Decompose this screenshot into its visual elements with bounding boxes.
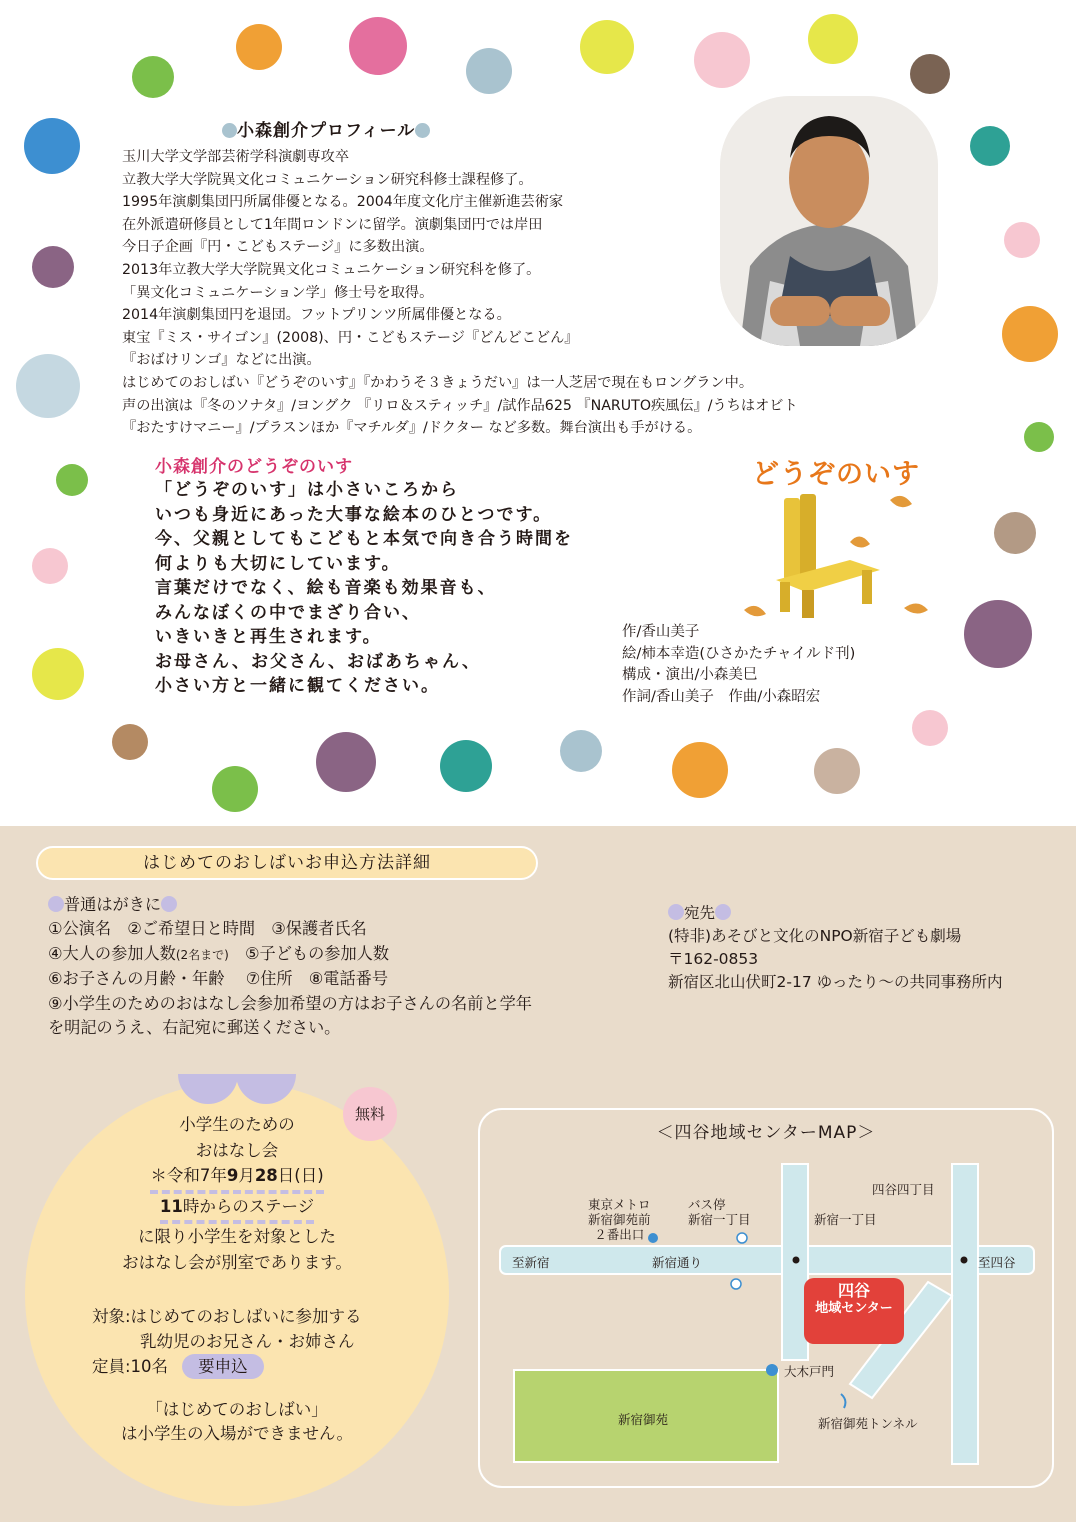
book-title-logo: どうぞのいす (752, 459, 920, 490)
decor-dot (970, 126, 1010, 166)
dozo-line: 言葉だけでなく、絵も音楽も効果音も、 (155, 578, 497, 598)
decor-dot (994, 512, 1036, 554)
dozo-line: 今、父親としてもこどもと本気で向き合う時間を (155, 529, 573, 549)
map-label-to-shinjuku: 至新宿 (512, 1255, 550, 1270)
profile-line: 2013年立教大学大学院異文化コミュニケーション研究科を修了。 (122, 261, 541, 278)
apply-line-part: ④大人の参加人数 (48, 943, 176, 963)
bullet-dot-icon (222, 123, 237, 138)
map-label-metro (588, 1197, 651, 1242)
profile-line: 『おたすけマニー』/プラスンほか『マチルダ』/ドクター など多数。舞台演出も手がける。 (122, 420, 702, 437)
map-label-bus (688, 1197, 751, 1227)
decor-dot (16, 354, 80, 418)
dozo-line: 「どうぞのいす」は小さいころから (155, 480, 459, 500)
apply-subtitle (48, 893, 532, 917)
bus-line: 新宿一丁目 (688, 1212, 751, 1227)
metro-line: 東京メトロ (588, 1197, 651, 1212)
kids-desc: おはなし会が別室であります。 (122, 1252, 352, 1272)
apply-line: ⑥お子さんの月齢・年齢 ⑦住所 ⑧電話番号 (48, 969, 389, 989)
decor-dot (1002, 306, 1058, 362)
address-line: 新宿区北山伏町2-17 ゆったり～の共同事務所内 (668, 973, 1003, 991)
kids-note-line: 「はじめてのおしばい」 (146, 1400, 328, 1419)
profile-line: 2014年演劇集団円を退団。フットプリンツ所属俳優となる。 (122, 307, 511, 324)
map-label-yotsuya4: 四谷四丁目 (872, 1182, 935, 1197)
kids-target: 乳幼児のお兄さん・お姉さん (140, 1332, 355, 1351)
address-line: (特非)あそびと文化のNPO新宿子ども劇場 (668, 927, 962, 945)
decor-dot (112, 724, 148, 760)
credit-line: 構成・演出/小森美巳 (622, 667, 758, 684)
apply-heading: はじめてのおしばいお申込方法詳細 (36, 846, 538, 880)
profile-line: 在外派遣研修員として1年間ロンドンに留学。演劇集団円では岸田 (122, 216, 543, 233)
apply-line (48, 942, 532, 967)
date-part: 日(日) (277, 1166, 324, 1185)
decor-dot (1024, 422, 1054, 452)
profile-title-text: 小森創介プロフィール (237, 121, 416, 141)
apply-line-part: ⑤子どもの参加人数 (228, 943, 390, 963)
kids-date (40, 1163, 434, 1194)
apply-line: ⑨小学生のためのおはなし会参加希望の方はお子さんの名前と学年 (48, 993, 532, 1013)
decor-dot (440, 740, 492, 792)
decor-dot (132, 56, 174, 98)
decor-dot (912, 710, 948, 746)
profile-line: はじめてのおしばい『どうぞのいす』『かわうそ３きょうだい』は一人芝居で現在もロングラン中。 (122, 374, 754, 391)
decor-dot (964, 600, 1032, 668)
address-line: 〒162-0853 (668, 950, 759, 968)
profile-line: 玉川大学文学部芸術学科演劇専攻卒 (122, 149, 350, 165)
profile-line: 声の出演は『冬のソナタ』/ヨングク 『リロ＆スティッチ』/試作品625 『NARUTO疾風伝』/うちはオビト (122, 397, 798, 414)
address-title (668, 902, 1002, 925)
credit-line: 作/香山美子 (622, 624, 700, 640)
decor-dot (910, 54, 950, 94)
center-name: 地域センター (815, 1301, 893, 1316)
decor-dot (808, 14, 858, 64)
decor-dot (32, 246, 74, 288)
kids-time (40, 1194, 434, 1225)
date-part: 月 (238, 1166, 255, 1185)
profile-line: 1995年演劇集団円所属俳優となる。2004年度文化庁主催新進芸術家 (122, 194, 564, 211)
apply-subtitle-text: 普通はがきに (64, 895, 162, 914)
profile-line: 今日子企画『円・こどもステージ』に多数出演。 (122, 239, 434, 256)
map-label-gyoen: 新宿御苑 (618, 1412, 669, 1427)
kids-event-info (40, 1112, 434, 1275)
profile-line: 立教大学大学院異文化コミュニケーション研究科修士課程修了。 (122, 171, 533, 188)
bullet-dot-icon (715, 904, 731, 920)
decor-dot (32, 648, 84, 700)
metro-line: ２番出口 (594, 1227, 645, 1242)
bullet-dot-icon (161, 896, 177, 912)
bullet-dot-icon (668, 904, 684, 920)
kids-date-underline (150, 1163, 323, 1194)
portrait-photo (720, 96, 938, 346)
kids-detail (92, 1304, 362, 1379)
bullet-dot-icon (48, 896, 64, 912)
free-badge: 無料 (343, 1087, 397, 1141)
bullet-dot-icon (415, 123, 430, 138)
decor-dot (694, 32, 750, 88)
dozo-line: みんなぼくの中でまざり合い、 (155, 602, 421, 623)
date-day: 28 (254, 1166, 278, 1185)
map-center-label (804, 1282, 904, 1318)
dozo-line: いきいきと再生されます。 (155, 627, 382, 647)
profile-line: 「異文化コミュニケーション学」修士号を取得。 (122, 284, 434, 301)
kids-note-line: は小学生の入場ができません。 (121, 1424, 353, 1443)
dozo-line: お母さん、お父さん、おばあちゃん、 (155, 651, 482, 672)
kids-time-underline (160, 1194, 314, 1225)
kids-target: 対象:はじめてのおしばいに参加する (92, 1307, 362, 1326)
dozo-message (155, 478, 573, 699)
decor-dot (32, 548, 68, 584)
decor-dot (316, 732, 376, 792)
map-label-shinjuku1: 新宿一丁目 (814, 1212, 877, 1227)
kids-note (40, 1398, 434, 1446)
capacity-text: 定員:10名 (92, 1357, 169, 1376)
credit-line: 絵/柿本幸造(ひさかたチャイルド刊) (622, 645, 856, 662)
decor-dot (56, 464, 88, 496)
decor-dot (814, 748, 860, 794)
dozo-title: 小森創介のどうぞのいす (155, 457, 353, 477)
time-hour: 11 (159, 1196, 183, 1216)
decor-dot (580, 20, 634, 74)
decor-dot (1004, 222, 1040, 258)
center-name: 四谷 (837, 1281, 870, 1300)
map-label-okido: 大木戸門 (784, 1364, 835, 1379)
book-credits (622, 622, 855, 709)
required-pill: 要申込 (182, 1354, 264, 1379)
dozo-line: 小さい方と一緒に観てください。 (155, 676, 440, 696)
profile-title (222, 116, 430, 141)
chair-illustration (740, 490, 940, 620)
kids-title: 小学生のための (179, 1115, 295, 1134)
decor-dot (560, 730, 602, 772)
map-label-to-yotsuya: 至四谷 (978, 1255, 1016, 1270)
dozo-line: いつも身近にあった大事な絵本のひとつです。 (155, 504, 553, 525)
map-roads (478, 1108, 1054, 1488)
decor-dot (349, 17, 407, 75)
profile-line: 東宝『ミス・サイゴン』(2008)、円・こどもステージ『どんどこどん』 (122, 329, 579, 346)
map-label-tunnel: 新宿御苑トンネル (818, 1416, 918, 1431)
kids-capacity (92, 1354, 362, 1379)
decor-dot (236, 24, 282, 70)
map-title: ＜四谷地域センターMAP＞ (656, 1123, 876, 1143)
decor-dot (672, 742, 728, 798)
address-title-text: 宛先 (684, 904, 716, 922)
kids-title: おはなし会 (195, 1140, 279, 1160)
kids-desc: に限り小学生を対象とした (138, 1227, 336, 1246)
map-label-shinjuku-dori: 新宿通り (652, 1255, 703, 1270)
decor-dot (466, 48, 512, 94)
profile-line: 『おばけリンゴ』などに出演。 (122, 352, 321, 369)
apply-line: ①公演名 ②ご希望日と時間 ③保護者氏名 (48, 919, 367, 939)
decor-dot (212, 766, 258, 812)
time-rest: 時からのステージ (182, 1196, 315, 1216)
date-month: 9 (226, 1166, 239, 1185)
apply-line: を明記のうえ、右記宛に郵送ください。 (48, 1018, 341, 1038)
portrait-illustration (720, 96, 938, 346)
apply-line-note: (2名まで) (175, 947, 229, 962)
metro-line: 新宿御苑前 (588, 1212, 651, 1227)
bus-line: バス停 (688, 1197, 726, 1212)
apply-instructions (48, 893, 532, 1040)
decor-dot (24, 118, 80, 174)
address-block (668, 902, 1002, 994)
date-part: ＊令和7年 (150, 1166, 227, 1185)
credit-line: 作詞/香山美子 作曲/小森昭宏 (622, 689, 821, 706)
dozo-line: 何よりも大切にしています。 (155, 553, 401, 574)
